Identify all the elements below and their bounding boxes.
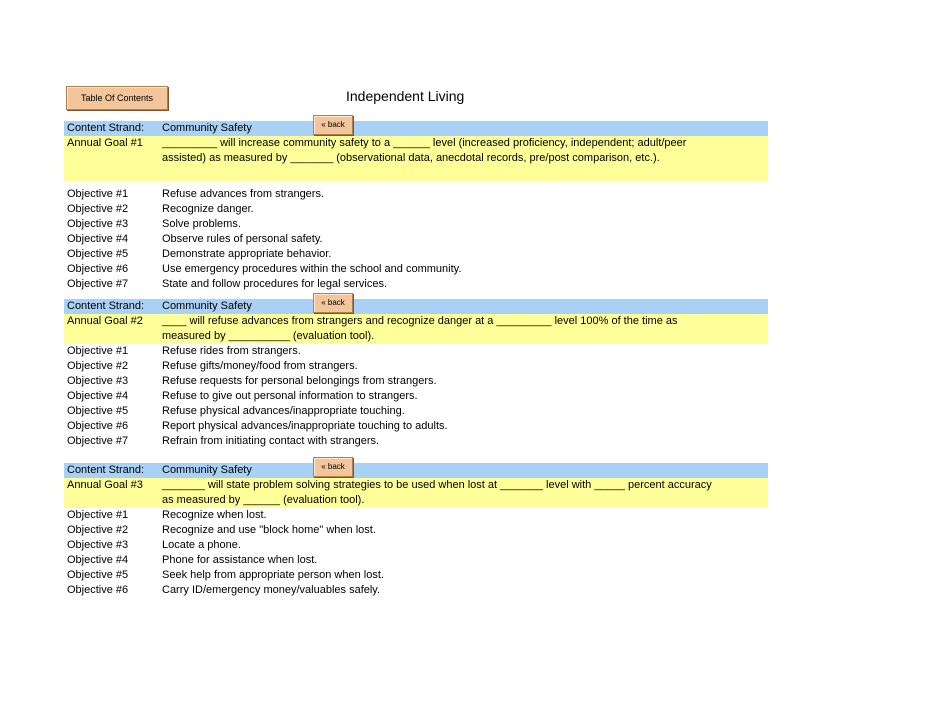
objective-row xyxy=(64,344,768,359)
content-strand-row xyxy=(64,299,768,314)
back-button[interactable]: « back xyxy=(313,293,353,313)
content-strand-label: Content Strand: xyxy=(67,300,145,312)
objective-row xyxy=(64,374,768,389)
objective-row xyxy=(64,202,768,217)
objective-text: Carry ID/emergency money/valuables safely. xyxy=(162,584,381,596)
objective-text: Use emergency procedures within the school and community. xyxy=(162,263,462,275)
content-strand-value: Community Safety xyxy=(162,464,252,476)
content-strand-row xyxy=(64,121,768,136)
objective-row xyxy=(64,404,768,419)
objective-text: Refuse rides from strangers. xyxy=(162,345,301,357)
objective-label: Objective #5 xyxy=(67,248,129,260)
annual-goal-row xyxy=(64,314,768,344)
objective-text: Recognize danger. xyxy=(162,203,254,215)
objective-text: Refuse gifts/money/food from strangers. xyxy=(162,360,358,372)
objective-label: Objective #1 xyxy=(67,188,129,200)
annual-goal-row xyxy=(64,136,768,181)
objective-label: Objective #3 xyxy=(67,375,129,387)
objective-label: Objective #1 xyxy=(67,509,129,521)
goal-section-3 xyxy=(64,463,768,598)
objective-row xyxy=(64,187,768,202)
objective-label: Objective #4 xyxy=(67,554,129,566)
objective-row xyxy=(64,523,768,538)
annual-goal-label: Annual Goal #1 xyxy=(67,137,143,149)
objective-label: Objective #7 xyxy=(67,435,129,447)
annual-goal-text: _________ will increase community safety to a ______ level (increased proficiency, independent; adult/peer assisted) as measured by _______ (observational data, anecdotal records, pre/post comparison, etc.). xyxy=(162,137,687,164)
objective-row xyxy=(64,277,768,292)
objective-label: Objective #6 xyxy=(67,263,129,275)
objective-label: Objective #5 xyxy=(67,405,129,417)
table-of-contents-button[interactable]: Table Of Contents xyxy=(66,86,168,110)
objective-text: Phone for assistance when lost. xyxy=(162,554,318,566)
annual-goal-text: ____ will refuse advances from strangers and recognize danger at a _________ level 100% of the time as measured by __________ (evaluation tool). xyxy=(162,315,678,342)
objective-text: Observe rules of personal safety. xyxy=(162,233,323,245)
objective-label: Objective #2 xyxy=(67,524,129,536)
objective-row xyxy=(64,232,768,247)
objective-row xyxy=(64,389,768,404)
objective-row xyxy=(64,568,768,583)
objective-text: Locate a phone. xyxy=(162,539,241,551)
annual-goal-text: _______ will state problem solving strategies to be used when lost at _______ level with _____ percent accuracy as measured by ______ (evaluation tool). xyxy=(162,479,712,506)
objective-label: Objective #3 xyxy=(67,218,129,230)
objective-row xyxy=(64,538,768,553)
objective-label: Objective #6 xyxy=(67,584,129,596)
objective-row xyxy=(64,247,768,262)
objective-row xyxy=(64,583,768,598)
content-strand-value: Community Safety xyxy=(162,122,252,134)
objective-text: Refuse physical advances/inappropriate touching. xyxy=(162,405,405,417)
page-title: Independent Living xyxy=(346,88,465,104)
goal-section-1 xyxy=(64,121,768,292)
content-strand-label: Content Strand: xyxy=(67,122,145,134)
annual-goal-row xyxy=(64,478,768,508)
objective-text: Seek help from appropriate person when lost. xyxy=(162,569,384,581)
back-button[interactable]: « back xyxy=(313,457,353,477)
objective-label: Objective #2 xyxy=(67,360,129,372)
content-strand-row xyxy=(64,463,768,478)
objective-row xyxy=(64,434,768,449)
back-button[interactable]: « back xyxy=(313,115,353,135)
objective-text: Demonstrate appropriate behavior. xyxy=(162,248,332,260)
objective-label: Objective #6 xyxy=(67,420,129,432)
objective-text: Refrain from initiating contact with strangers. xyxy=(162,435,380,447)
objective-label: Objective #4 xyxy=(67,390,129,402)
objective-label: Objective #7 xyxy=(67,278,129,290)
objective-text: Report physical advances/inappropriate touching to adults. xyxy=(162,420,448,432)
objective-row xyxy=(64,262,768,277)
goal-section-2 xyxy=(64,299,768,449)
objective-text: Refuse to give out personal information to strangers. xyxy=(162,390,418,402)
objective-text: Refuse advances from strangers. xyxy=(162,188,325,200)
objective-row xyxy=(64,359,768,374)
objective-row xyxy=(64,508,768,523)
annual-goal-label: Annual Goal #2 xyxy=(67,315,143,327)
objective-row xyxy=(64,553,768,568)
objective-text: Recognize and use "block home" when lost. xyxy=(162,524,376,536)
objective-label: Objective #2 xyxy=(67,203,129,215)
objective-row xyxy=(64,217,768,232)
objective-label: Objective #4 xyxy=(67,233,129,245)
annual-goal-label: Annual Goal #3 xyxy=(67,479,143,491)
objective-text: Solve problems. xyxy=(162,218,241,230)
content-strand-value: Community Safety xyxy=(162,300,252,312)
objective-label: Objective #3 xyxy=(67,539,129,551)
objective-text: State and follow procedures for legal services. xyxy=(162,278,388,290)
objective-text: Refuse requests for personal belongings from strangers. xyxy=(162,375,437,387)
objective-text: Recognize when lost. xyxy=(162,509,267,521)
objective-label: Objective #5 xyxy=(67,569,129,581)
content-strand-label: Content Strand: xyxy=(67,464,145,476)
objective-label: Objective #1 xyxy=(67,345,129,357)
objective-row xyxy=(64,419,768,434)
